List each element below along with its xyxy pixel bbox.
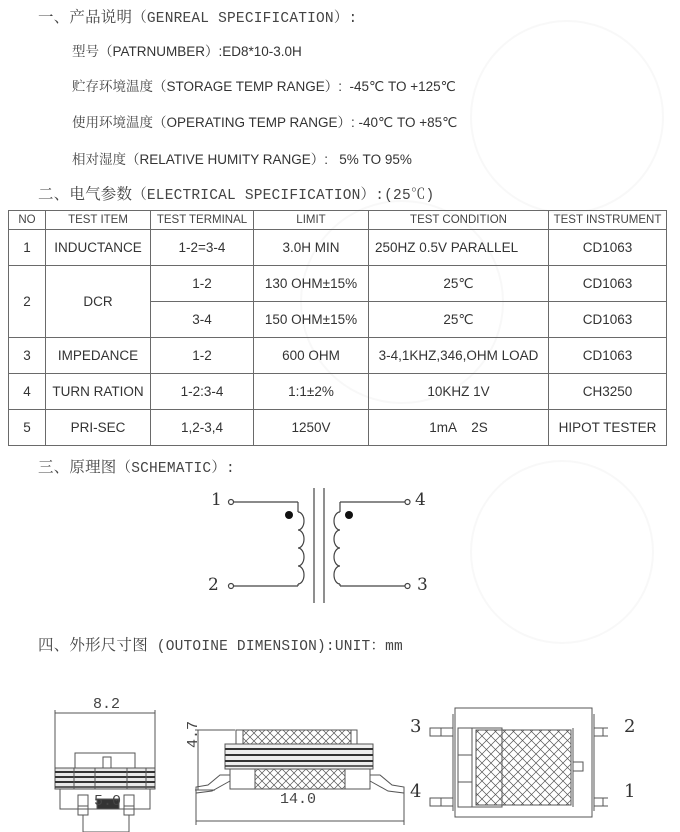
section-title-en: （ELECTRICAL SPECIFICATION）:(25℃) (132, 188, 435, 204)
label-cn: 使用环境温度 (72, 115, 153, 130)
section-schematic-title (38, 455, 235, 477)
pin-2-terminal-icon (229, 584, 234, 589)
electrical-spec-table (8, 210, 667, 446)
cell-no: 2 (9, 266, 46, 338)
schematic-pin-1-label: 1 (211, 490, 222, 510)
header-test-terminal: TEST TERMINAL (151, 211, 254, 230)
label-cn: 相对湿度 (72, 152, 126, 167)
front-view-drawing (40, 710, 180, 832)
cell-terminal: 1-2:3-4 (151, 374, 254, 410)
polarity-dot-icon (285, 511, 293, 519)
cell-no: 1 (9, 230, 46, 266)
storage-temp-line (72, 75, 456, 95)
section-title-en: （GENREAL SPECIFICATION）: (132, 11, 358, 27)
top-view-drawing (428, 700, 608, 825)
storage-temp-value: -45℃ TO +125℃ (342, 79, 456, 94)
label-cn: 贮存环境温度 (72, 79, 153, 94)
dimension-width-label: 8.2 (93, 696, 121, 713)
operating-temp-value: : -40℃ TO +85℃ (351, 115, 458, 130)
cell-instrument: HIPOT TESTER (549, 410, 667, 446)
top-view-pin-1-label: 1 (624, 781, 636, 802)
cell-condition: 25℃ (369, 302, 549, 338)
pin-4-terminal-icon (405, 500, 410, 505)
header-no: NO (9, 211, 46, 230)
cell-limit: 150 OHM±15% (254, 302, 369, 338)
table-header-row (9, 211, 667, 230)
section-general-title (38, 5, 357, 27)
dimension-pin-pitch-label: 5.0 (94, 793, 122, 810)
cell-no: 3 (9, 338, 46, 374)
watermark (470, 460, 654, 644)
section-dimension-title (38, 633, 403, 655)
cell-terminal: 1-2=3-4 (151, 230, 254, 266)
label-en: （STORAGE TEMP RANGE）: (153, 79, 343, 94)
label-en: （OPERATING TEMP RANGE） (153, 115, 352, 130)
label-cn: 型号 (72, 44, 99, 59)
polarity-dot-icon (345, 511, 353, 519)
cell-instrument: CD1063 (549, 266, 667, 302)
part-number-line (72, 40, 302, 60)
cell-item: INDUCTANCE (46, 230, 151, 266)
header-test-condition: TEST CONDITION (369, 211, 549, 230)
cell-terminal: 1-2 (151, 338, 254, 374)
pin-3-terminal-icon (405, 584, 410, 589)
cell-condition: 10KHZ 1V (369, 374, 549, 410)
schematic-pin-2-label: 2 (208, 575, 219, 595)
dimension-length-label: 14.0 (280, 791, 317, 808)
cell-terminal: 3-4 (151, 302, 254, 338)
table-row (9, 266, 667, 302)
humidity-value: 5% TO 95% (328, 152, 412, 167)
cell-limit: 600 OHM (254, 338, 369, 374)
cell-terminal: 1-2 (151, 266, 254, 302)
cell-instrument: CD1063 (549, 302, 667, 338)
cell-no: 5 (9, 410, 46, 446)
pin-1-lead-icon (594, 798, 608, 806)
dimension-height-label: 4.7 (185, 720, 202, 748)
section-electrical-title (38, 182, 434, 204)
header-test-instrument: TEST INSTRUMENT (549, 211, 667, 230)
pin-1-terminal-icon (229, 500, 234, 505)
schematic-pin-3-label: 3 (417, 575, 428, 595)
cell-instrument: CD1063 (549, 230, 667, 266)
watermark (470, 20, 664, 214)
table-row (9, 338, 667, 374)
schematic-pin-4-label: 4 (415, 490, 426, 510)
table-row (9, 374, 667, 410)
cell-limit: 3.0H MIN (254, 230, 369, 266)
cell-limit: 1250V (254, 410, 369, 446)
top-view-pin-2-label: 2 (624, 716, 636, 737)
cell-condition: 3-4,1KHZ,346,OHM LOAD (369, 338, 549, 374)
transformer-schematic (200, 478, 440, 608)
top-view-pin-3-label: 3 (410, 716, 422, 737)
cell-item: DCR (46, 266, 151, 338)
section-title-en: （SCHEMATIC）: (116, 461, 235, 477)
cell-limit: 130 OHM±15% (254, 266, 369, 302)
cell-item: PRI-SEC (46, 410, 151, 446)
section-title-cn: 四、外形尺寸图 (38, 637, 148, 654)
section-title-cn: 一、产品说明 (38, 9, 133, 26)
part-number-value: :ED8*10-3.0H (218, 44, 302, 59)
cell-limit: 1:1±2% (254, 374, 369, 410)
header-limit: LIMIT (254, 211, 369, 230)
cell-condition: 25℃ (369, 266, 549, 302)
cell-item: TURN RATION (46, 374, 151, 410)
pin-2-lead-icon (594, 728, 608, 736)
top-view-pin-4-label: 4 (410, 781, 422, 802)
cell-terminal: 1,2-3,4 (151, 410, 254, 446)
operating-temp-line (72, 111, 457, 131)
humidity-line (72, 148, 412, 168)
side-view-drawing (190, 725, 415, 832)
cell-item: IMPEDANCE (46, 338, 151, 374)
section-title-en: (OUTOINE DIMENSION):UNIT：mm (147, 639, 403, 655)
header-test-item: TEST ITEM (46, 211, 151, 230)
cell-instrument: CH3250 (549, 374, 667, 410)
table-row (9, 410, 667, 446)
table-row (9, 230, 667, 266)
label-en: （PATRNUMBER） (99, 44, 219, 59)
cell-instrument: CD1063 (549, 338, 667, 374)
cell-no: 4 (9, 374, 46, 410)
cell-condition: 1mA 2S (369, 410, 549, 446)
section-title-cn: 二、电气参数 (38, 186, 133, 203)
section-title-cn: 三、原理图 (38, 459, 117, 476)
label-en: （RELATIVE HUMITY RANGE）: (126, 152, 329, 167)
cell-condition: 250HZ 0.5V PARALLEL (369, 230, 549, 266)
